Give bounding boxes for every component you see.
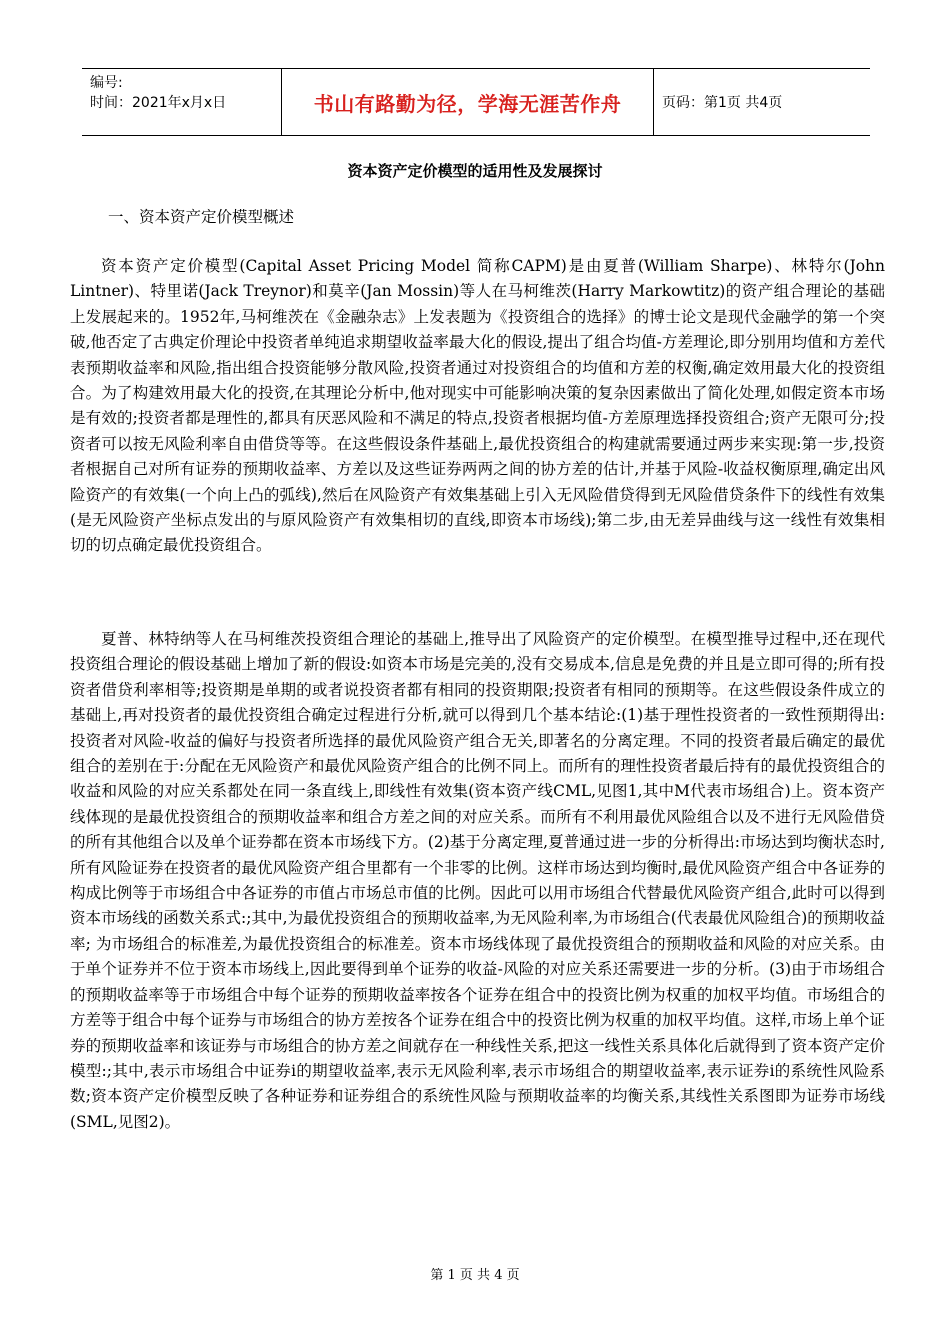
- header-page-info-cell: [654, 69, 870, 135]
- page-footer: 第 1 页 共 4 页: [430, 1268, 520, 1283]
- header-motto: 书山有路勤为径，学海无涯苦作舟: [313, 91, 622, 116]
- header-left-cell: [82, 69, 282, 135]
- header-motto-cell: [282, 69, 654, 135]
- section-heading: 一、资本资产定价模型概述: [108, 208, 295, 226]
- document-title: 资本资产定价模型的适用性及发展探讨: [347, 162, 603, 180]
- document-number-label: 编号:: [90, 75, 123, 91]
- body-paragraph-2: 夏普、林特纳等人在马柯维茨投资组合理论的基础上,推导出了风险资产的定价模型。在模型推导过程中,还在现代投资组合理论的假设基础上增加了新的假设:如资本市场是完美的,没有交易成本,信息是免费的并且是立即可得的;所有投资者借贷利率相等;投资期是单期的或者说投资者都有相同的投资期限;投资者有相同的预期等。在这些假设条件成立的基础上,再对投资者的最优投资组合确定过程进行分析,就可以得到几个基本结论:(1)基于理性投资者的一致性预期得出:投资者对风险-收益的偏好与投资者所选择的最优风险资产组合无关,即著名的分离定理。不同的投资者最后确定的最优组合的差别在于:分配在无风险资产和最优风险资产组合的比例不同上。而所有的理性投资者最后持有的最优投资组合的收益和风险的对应关系都处在同一条直线上,即线性有效集(资本资产线CML,见图1,其中M代表市场组合)上。资本资产线体现的是最优投资组合的预期收益率和组合方差之间的对应关系。而所有不利用最优风险组合以及不进行无风险借贷的所有其他组合以及单个证券都在资本市场线下方。(2)基于分离定理,夏普通过进一步的分析得出:市场达到均衡状态时,所有风险证券在投资者的最优风险资产组合里都有一个非零的比例。这样市场达到均衡时,最优风险资产组合中各证券的构成比例等于市场组合中各证券的市值占市场总市值的比例。因此可以用市场组合代替最优风险资产组合,此时可以得到资本市场线的函数关系式:;其中,为最优投资组合的预期收益率,为无风险利率,为市场组合(代表最优风险组合)的预期收益率; 为市场组合的标准差,为最优投资组合的标准差。资本市场线体现了最优投资组合的预期收益和风险的对应关系。由于单个证券并不位于资本市场线上,因此要得到单个证券的收益-风险的对应关系还需要进一步的分析。(3)由于市场组合的预期收益率等于市场组合中每个证券的预期收益率按各个证券在组合中的投资比例为权重的加权平均值。市场组合的方差等于组合中每个证券与市场组合的协方差按各个证券在组合中的投资比例为权重的加权平均值。这样,市场上单个证券的预期收益率和该证券与市场组合的协方差之间就存在一种线性关系,把这一线性关系具体化后就得到了资本资产定价模型:;其中,表示市场组合中证券i的期望收益率,表示无风险利率,表示市场组合的期望收益率,表示证券i的系统性风险系数;资本资产定价模型反映了各种证券和证券组合的系统性风险与预期收益率的均衡关系,其线性关系图即为证券市场线(SML,见图2)。: [70, 630, 885, 1131]
- header-page-info: 页码：第1页 共4页: [662, 95, 783, 111]
- document-time-label: 时间：2021年x月x日: [90, 95, 227, 111]
- page-header: [82, 68, 870, 136]
- body-paragraph-1: 资本资产定价模型(Capital Asset Pricing Model 简称CAPM)是由夏普(William Sharpe)、林特尔(John Lintner)、特里诺(Jack Treynor)和莫辛(Jan Mossin)等人在马柯维茨(Harry Markowtitz)的资产组合理论的基础上发展起来的。1952年,马柯维茨在《金融杂志》上发表题为《投资组合的选择》的博士论文是现代金融学的第一个突破,他否定了古典定价理论中投资者单纯追求期望收益率最大化的假设,提出了组合均值-方差理论,即分别用均值和方差代表预期收益率和风险,指出组合投资能够分散风险,投资者通过对投资组合的均值和方差的权衡,确定效用最大化的投资组合。为了构建效用最大化的投资,在其理论分析中,他对现实中可能影响决策的复杂因素做出了简化处理,如假定资本市场是有效的;投资者都是理性的,都具有厌恶风险和不满足的特点,投资者根据均值-方差原理选择投资组合;资产无限可分;投资者可以按无风险利率自由借贷等等。在这些假设条件基础上,最优投资组合的构建就需要通过两步来实现:第一步,投资者根据自己对所有证券的预期收益率、方差以及这些证券两两之间的协方差的估计,并基于风险-收益权衡原理,确定出风险资产的有效集(一个向上凸的弧线),然后在风险资产有效集基础上引入无风险借贷得到无风险借贷条件下的线性有效集(是无风险资产坐标点发出的与原风险资产有效集相切的直线,即资本市场线);第二步,由无差异曲线与这一线性有效集相切的切点确定最优投资组合。: [70, 257, 885, 555]
